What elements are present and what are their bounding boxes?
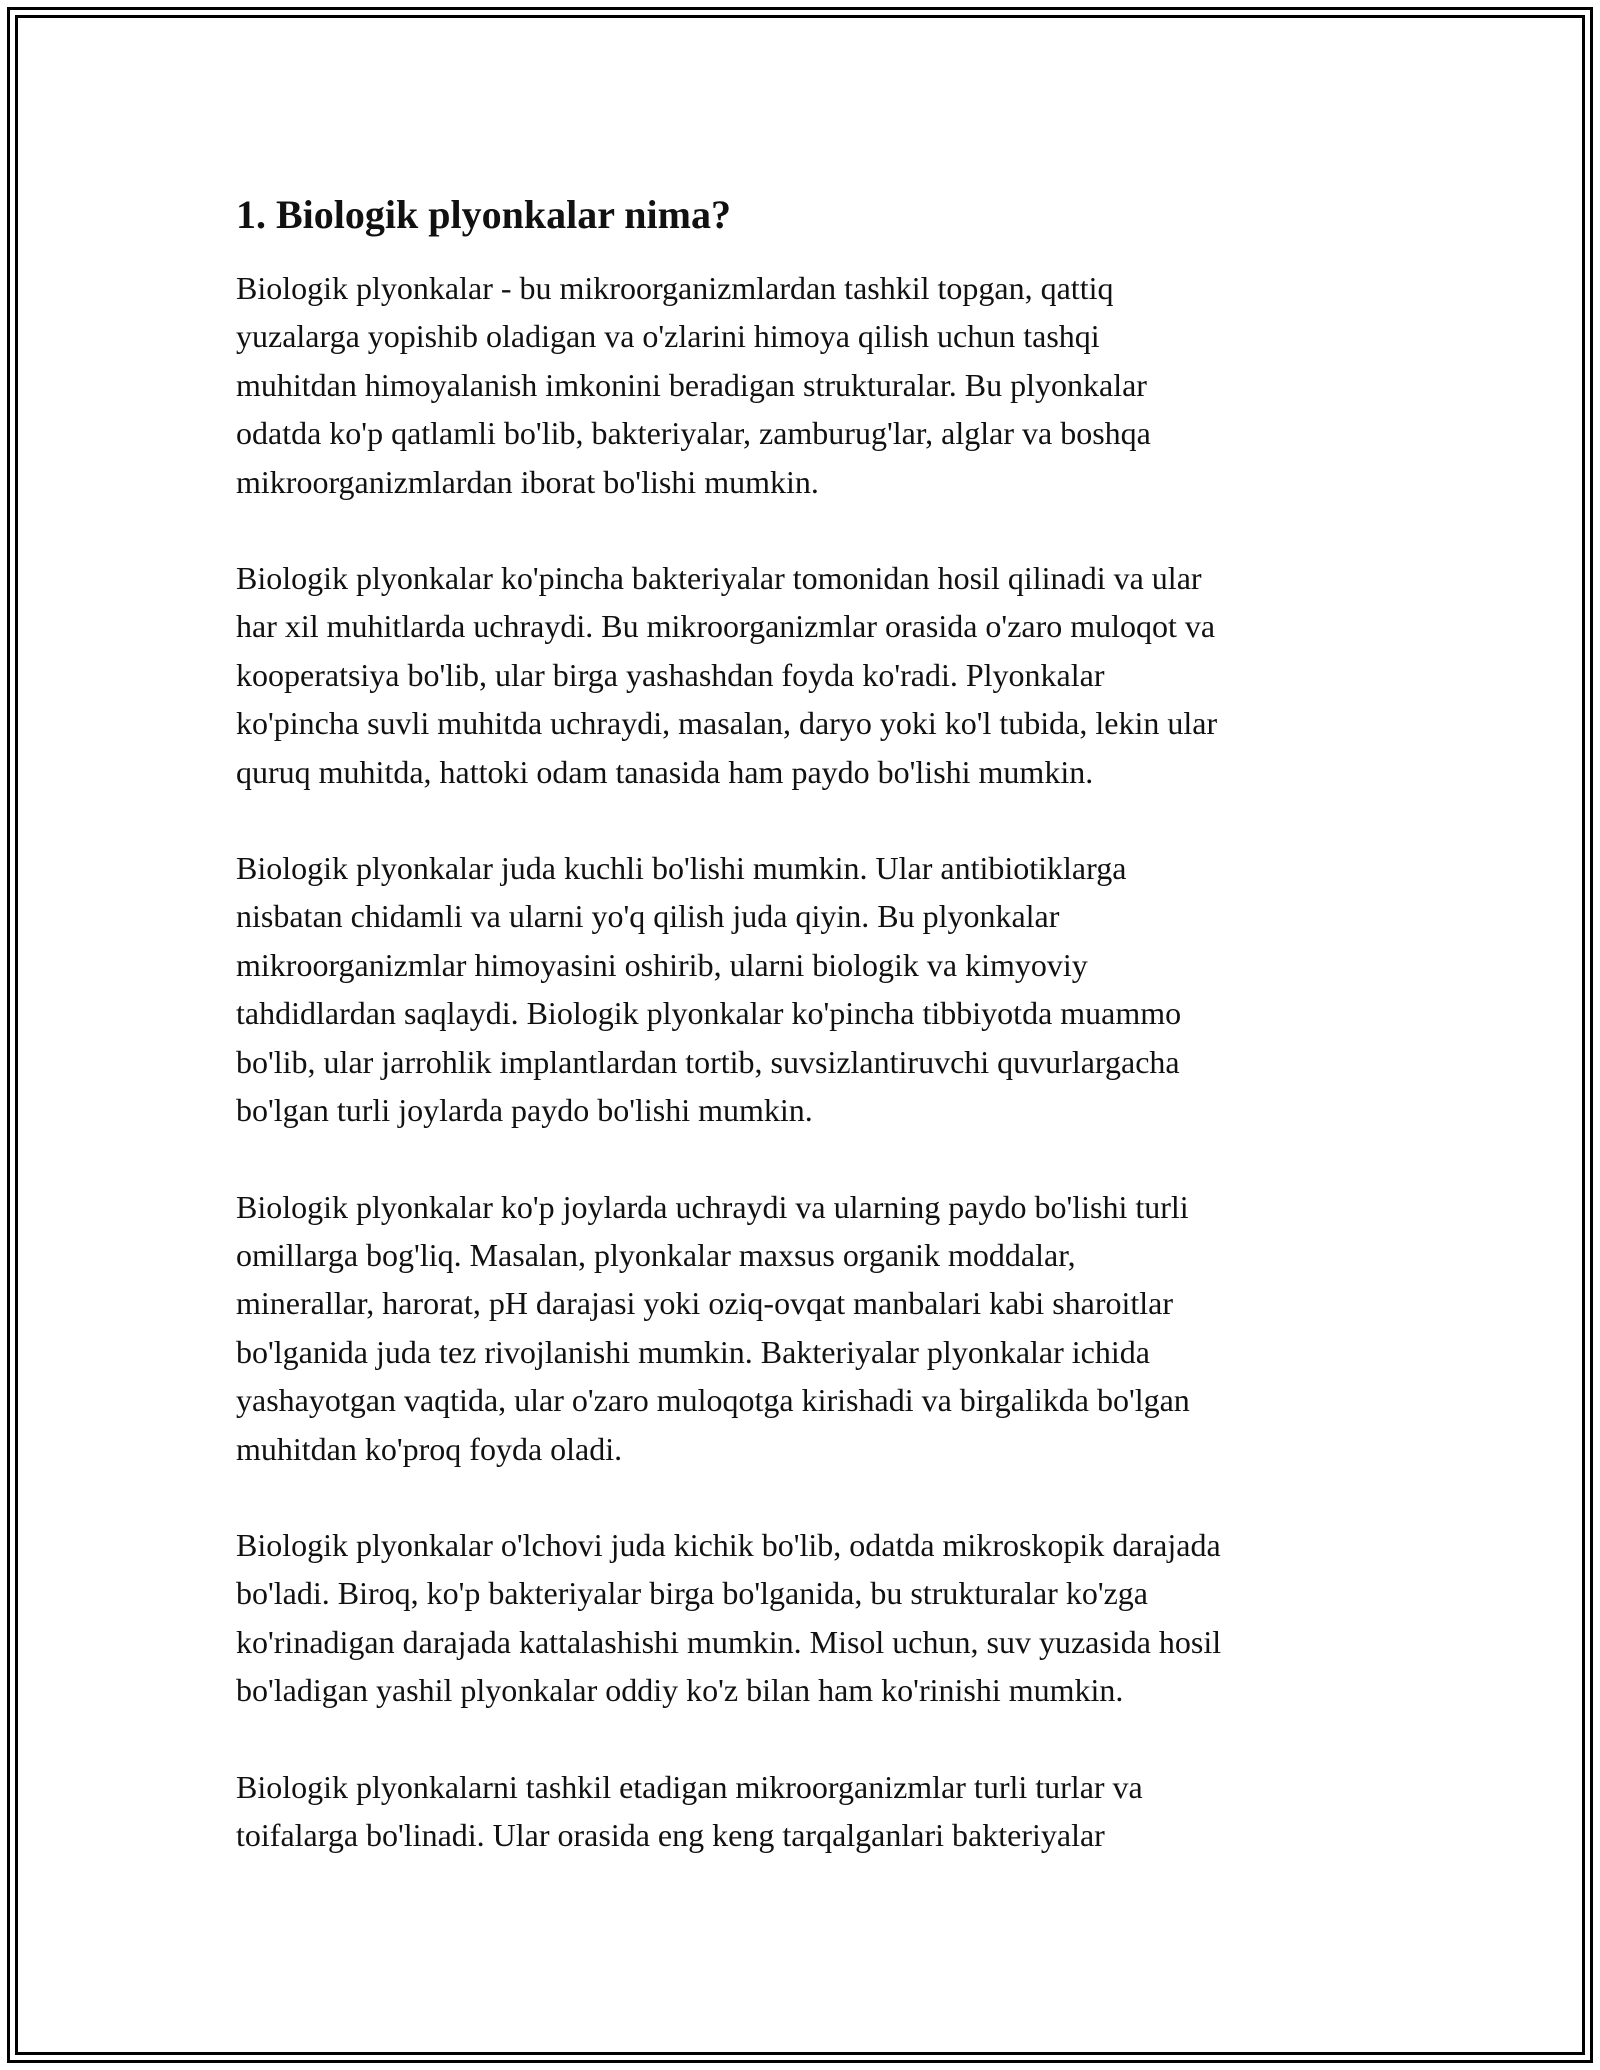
paragraph-5: Biologik plyonkalar o'lchovi juda kichik bo'lib, odatda mikroskopik darajada bo'ladi. Biroq, ko'p bakteriyalar birga bo'lganida, bu strukturalar ko'zga ko'rinadigan darajada kattalashishi mumkin. Misol uchun, suv yuzasida hosil bo'ladigan yashil plyonkalar oddiy ko'z bilan ham ko'rinishi mumkin. xyxy=(236,1526,1222,1709)
document-body xyxy=(236,188,1376,1907)
paragraph-4: Biologik plyonkalar ko'p joylarda uchraydi va ularning paydo bo'lishi turli omillarga bog'liq. Masalan, plyonkalar maxsus organik moddalar, minerallar, harorat, pH darajasi yoki oziq-ovqat manbalari kabi sharoitlar bo'lganida juda tez rivojlanishi mumkin. Bakteriyalar plyonkalar ichida yashayotgan vaqtida, ular o'zaro muloqotga kirishadi va birgalikda bo'lgan muhitdan ko'proq foyda oladi. xyxy=(236,1188,1190,1467)
paragraph-3: Biologik plyonkalar juda kuchli bo'lishi mumkin. Ular antibiotiklarga nisbatan chidamli va ularni yo'q qilish juda qiyin. Bu plyonkalar mikroorganizmlar himoyasini oshirib, ularni biologik va kimyoviy tahdidlardan saqlaydi. Biologik plyonkalar ko'pincha tibbiyotda muammo bo'lib, ular jarrohlik implantlardan tortib, suvsizlantiruvchi quvurlargacha bo'lgan turli joylarda paydo bo'lishi mumkin. xyxy=(236,850,1182,1129)
paragraph-6: Biologik plyonkalarni tashkil etadigan mikroorganizmlar turli turlar va toifalarga bo'linadi. Ular orasida eng keng tarqalganlari bakteriyalar xyxy=(236,1768,1143,1853)
paragraph-2: Biologik plyonkalar ko'pincha bakteriyalar tomonidan hosil qilinadi va ular har xil muhitlarda uchraydi. Bu mikroorganizmlar orasida o'zaro muloqot va kooperatsiya bo'lib, ular birga yashashdan foyda ko'radi. Plyonkalar ko'pincha suvli muhitda uchraydi, masalan, daryo yoki ko'l tubida, lekin ular quruq muhitda, hattoki odam tanasida ham paydo bo'lishi mumkin. xyxy=(236,560,1218,790)
section-heading: 1. Biologik plyonkalar nima? xyxy=(236,192,731,237)
paragraph-1: Biologik plyonkalar - bu mikroorganizmlardan tashkil topgan, qattiq yuzalarga yopishib oladigan va o'zlarini himoya qilish uchun tashqi muhitdan himoyalanish imkonini beradigan strukturalar. Bu plyonkalar odatda ko'p qatlamli bo'lib, bakteriyalar, zamburug'lar, alglar va boshqa mikroorganizmlardan iborat bo'lishi mumkin. xyxy=(236,270,1151,500)
